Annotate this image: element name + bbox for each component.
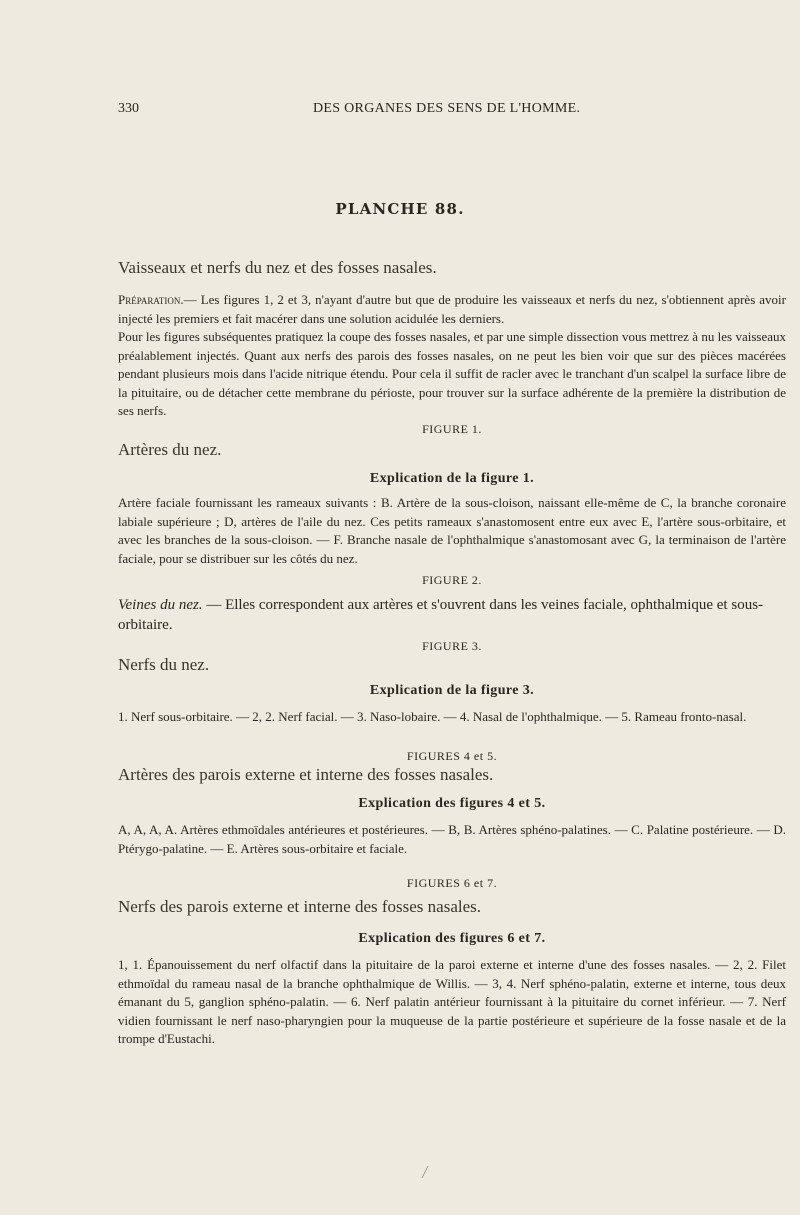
figures-6-7-heading: Nerfs des parois externe et interne des fosses nasales.	[118, 897, 482, 916]
figures-4-5-heading: Artères des parois externe et interne des fosses nasales.	[118, 765, 494, 784]
figure-1-heading: Artères du nez.	[118, 440, 222, 459]
figure-3-heading: Nerfs du nez.	[118, 655, 210, 674]
preparation-paragraph	[118, 291, 786, 328]
figure-1-explication-title: Explication de la figure 1.	[369, 471, 535, 486]
figures-4-5-explication-text: A, A, A, A. Artères ethmoïdales antérieures et postérieures. — B, B. Artères sphéno-palatines. — C. Palatine postérieure. — D. Ptérygo-palatine. — E. Artères sous-orbitaire et faciale.	[118, 822, 786, 856]
figures-6-7-explication-text: 1, 1. Épanouissement du nerf olfactif dans la pituitaire de la paroi externe et interne d'une des fosses nasales. — 2, 2. Filet ethmoïdal du rameau nasal de la branche ophthalmique de Willis. — 3, 4. Nerf sphéno-palatin, externe et interne, tous deux émanant du 5, ganglion sphéno-palatin. — 6. Nerf palatin antérieur fournissant à la pituitaire du cornet inférieur. — 7. Nerf vidien fournissant le nerf naso-pharyngien pour la muqueuse de la partie postérieure et supérieure de la fosse nasale et de la trompe d'Eustachi.	[118, 957, 786, 1046]
figures-4-5-label: FIGURES 4 et 5.	[406, 749, 498, 763]
pencil-mark-icon	[420, 1165, 430, 1179]
preparation-text: — Les figures 1, 2 et 3, n'ayant d'autre but que de produire les vaisseaux et nerfs du nez, s'obtiennent après avoir injecté les premiers et fait macérer dans une solution acidulée les derniers.	[118, 292, 786, 326]
figures-4-5-explication-title: Explication des figures 4 et 5.	[358, 796, 546, 811]
figure-1-label: FIGURE 1.	[422, 422, 482, 436]
figures-6-7-explication-title: Explication des figures 6 et 7.	[358, 931, 546, 946]
planche-title: PLANCHE 88.	[335, 200, 465, 218]
page-number: 330	[118, 101, 139, 116]
section-title: Vaisseaux et nerfs du nez et des fosses nasales.	[118, 258, 437, 277]
figure-3-explication-title: Explication de la figure 3.	[369, 683, 535, 698]
figure-3-label: FIGURE 3.	[422, 639, 482, 653]
running-title: DES ORGANES DES SENS DE L'HOMME.	[313, 101, 581, 116]
preparation-label: Préparation.	[118, 292, 184, 307]
figure-2-italic: Veines du nez.	[118, 597, 203, 613]
figures-6-7-label: FIGURES 6 et 7.	[406, 876, 498, 890]
figure-2-paragraph	[118, 595, 786, 635]
figure-2-label: FIGURE 2.	[422, 573, 482, 587]
figure-2-text: — Elles correspondent aux artères et s'ouvrent dans les veines faciale, ophthalmique et sous-orbitaire.	[118, 597, 764, 633]
figure-1-explication-text: Artère faciale fournissant les rameaux suivants : B. Artère de la sous-cloison, naissant elle-même de C, la branche coronaire labiale supérieure ; D, artères de l'aile du nez. Ces petits rameaux s'anastomosent entre eux avec E, l'artère sous-orbitaire, et avec les branches de la sous-cloison. — F. Branche nasale de l'ophthalmique s'anastomosant avec G, la terminaison de l'artère faciale, pour se distribuer sur les côtés du nez.	[118, 495, 786, 566]
figure-3-explication-text: 1. Nerf sous-orbitaire. — 2, 2. Nerf facial. — 3. Naso-lobaire. — 4. Nasal de l'ophthalmique. — 5. Rameau fronto-nasal.	[118, 709, 747, 724]
dissection-paragraph: Pour les figures subséquentes pratiquez la coupe des fosses nasales, et par une simple dissection vous mettrez à nu les vaisseaux préalablement injectés. Quant aux nerfs des parois des fosses nasales, on ne peut les bien voir que sur des pièces macérées pendant plusieurs mois dans l'acide nitrique étendu. Pour cela il suffit de racler avec le tranchant d'un scalpel la surface libre de la pituitaire, ou de détacher cette membrane du périoste, pour trouver sur la surface adhérente de la première la distribution de ses nerfs.	[118, 329, 786, 418]
